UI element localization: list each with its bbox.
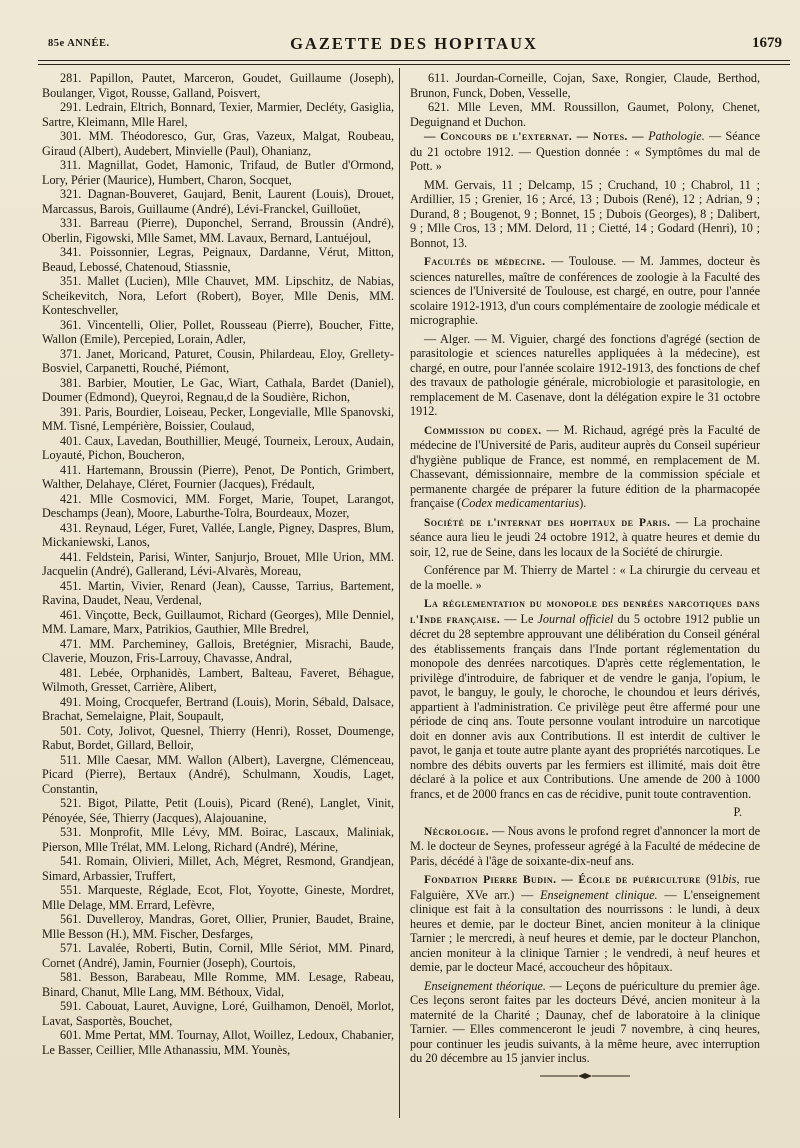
decorative-rule [410, 1070, 760, 1085]
list-entry: 431. Reynaud, Léger, Furet, Vallée, Langle, Pigney, Daspres, Blum, Mickaniewski, Lanos, [42, 520, 394, 549]
codex-end: ). [579, 496, 587, 510]
ornament-divider-icon [540, 1072, 630, 1080]
page-header [38, 34, 790, 56]
fondation-address-bis: bis [722, 872, 737, 886]
necrologie-heading: Nécrologie. [424, 825, 489, 838]
fondation-address-post: , rue Falguière, XVe arr.) — [410, 872, 760, 902]
theorique-label: Enseignement théorique. [424, 978, 546, 993]
list-entry: 541. Romain, Olivieri, Millet, Ach, Mégret, Resmond, Grandjean, Simard, Arbassier, Truffert, [42, 854, 394, 883]
necrologie-section [410, 824, 760, 869]
clinique-text: — L'enseignement clinique est fait à la consultation des nourrissons : le lundi, à deux heures et demie, par le docteur Binet, ancien moniteur à la clinique Tarnier ; le mercredi, à neuf heures et demie, par le docteur Planchon, ancien moniteur à la clinique Tarnier ; le vendredi, à neuf heures et demie, par le docteur Macé, accoucheur des hôpitaux. [410, 887, 760, 974]
list-entry: 611. Jourdan-Corneille, Cojan, Saxe, Rongier, Claude, Berthod, Brunon, Funck, Doben, Vesselle, [410, 71, 760, 100]
codex-heading: Commission du codex. [424, 424, 542, 437]
internat-text: — La prochaine séance aura lieu le jeudi 24 octobre 1912, à quatre heures et demie du soir, 12, rue de Seine, dans les locaux de la Société de chirurgie. [410, 514, 760, 559]
theorique-section [410, 979, 760, 1066]
list-entry: 331. Barreau (Pierre), Duponchel, Serrand, Broussin (André), Oberlin, Figowski, Mlle Samet, MM. Lavaux, Bernard, Lantuéjoul, [42, 216, 394, 245]
list-entry: 391. Paris, Bourdier, Loiseau, Pecker, Longevialle, Mlle Spanovski, MM. Tisné, Lempérière, Boissier, Coulaud, [42, 404, 394, 433]
list-entry: 581. Besson, Barabeau, Mlle Romme, MM. Lesage, Rabeau, Binard, Chanut, Mlle Lang, MM. Béthoux, Vidal, [42, 970, 394, 999]
list-entry: 401. Caux, Lavedan, Bouthillier, Meugé, Tourneix, Leroux, Audain, Loyauté, Pichon, Boucheron, [42, 433, 394, 462]
codex-section [410, 423, 760, 511]
clinique-label: Enseignement clinique. [540, 887, 658, 902]
list-entry: 451. Martin, Vivier, Renard (Jean), Causse, Tarrius, Bartement, Ravina, Daudet, Neau, Verdenal, [42, 578, 394, 607]
right-column [410, 71, 760, 1121]
left-column [42, 71, 394, 1121]
header-rule-thin [38, 64, 790, 65]
list-entry: 421. Mlle Cosmovici, MM. Forget, Marie, Toupet, Larangot, Deschamps (Jean), Moore, Laburthe-Tolra, Bourdeaux, Mozer, [42, 491, 394, 520]
column-divider [399, 68, 400, 1118]
facultes-heading: Facultés de médecine. [424, 256, 546, 268]
list-entry: 601. Mme Pertat, MM. Tournay, Allot, Woillez, Ledoux, Chabanier, Le Basser, Ceillier, Mlle Athanassiu, MM. Younès, [42, 1028, 394, 1057]
monopole-pre: — Le [504, 611, 534, 626]
list-entry: 501. Coty, Jolivot, Quesnel, Thierry (Henri), Rosset, Doumenge, Rabut, Bordet, Gillard, Belloir, [42, 723, 394, 752]
externat-heading: — Concours de l'externat. — Notes. — [424, 131, 644, 143]
monopole-signature: P. [733, 805, 742, 819]
list-entry: 351. Mallet (Lucien), Mlle Chauvet, MM. Lipschitz, de Nabias, Scheikevitch, Nora, Lefort (Robert), Boyer, Mlle Denis, MM. Konteschveller, [42, 274, 394, 317]
fondation-school: — École de puériculture [561, 874, 701, 886]
year-label: 85e ANNÉE. [48, 38, 110, 49]
list-entry: 291. Ledrain, Eltrich, Bonnard, Texier, Marmier, Decléty, Gasiglia, Sartre, Kleimann, Mlle Harel, [42, 100, 394, 129]
codex-text: — M. Richaud, agrégé près la Faculté de médecine de l'Université de Paris, auditeur auprès du Conseil supérieur d'hygiène publique de France, est nommé, en remplacement de M. Chassevant, démissionnaire, membre de la commission spéciale et permanente chargée de préparer la future édition de la pharmacopée française ( [410, 422, 760, 510]
externat-notes: MM. Gervais, 11 ; Delcamp, 15 ; Cruchand, 10 ; Chabrol, 11 ; Ardillier, 15 ; Grenier, 16 ; Arcé, 13 ; Dubois (René), 12 ; Adrian, 9 ; Durand, 8 ; Bougenot, 9 ; Bonnet, 15 ; Dubois (Georges), 8 ; Dalibert, 9 ; Mlle Cros, 13 ; MM. Delord, 11 ; Cietté, 14 ; Godard (Henri), 10 ; Bonnot, 13. [410, 177, 760, 250]
theorique-text: — Leçons de puériculture du premier âge. Ces leçons seront faites par les docteurs Dévé, ancien moniteur à la maternité de la Charité ; Daunay, chef de laboratoire à la clinique Tarnier. — Elles commenceront le jeudi 7 novembre, à cinq heures, pour continuer les jeudis suivants, à la même heure, avec interruption du 20 décembre au 15 janvier inclus. [410, 978, 760, 1065]
internat-heading: Société de l'internat des hopitaux de Paris. [424, 516, 671, 529]
fondation-section [410, 872, 760, 975]
toulouse-text: — Toulouse. — M. Jammes, docteur ès sciences naturelles, maître de conférences de zoologie à la Faculté des sciences de l'Université de Toulouse, est chargé, en outre, pour l'année scolaire 1912-1913, d'un cours complémentaire de zoologie médicale et micrographie. [410, 254, 760, 327]
list-entry: 571. Lavalée, Roberti, Butin, Cornil, Mlle Sériot, MM. Pinard, Cornet (André), Jamin, Fournier (Joseph), Courtois, [42, 941, 394, 970]
list-entry: 411. Hartemann, Broussin (Pierre), Penot, De Pontich, Grimbert, Walther, Delahaye, Cléret, Fournier (Jacques), Frédault, [42, 462, 394, 491]
list-entry: 591. Cabouat, Lauret, Auvigne, Loré, Guilhamon, Denoël, Morlot, Lavat, Sasportès, Bouchet, [42, 999, 394, 1028]
list-entry: 511. Mlle Caesar, MM. Wallon (Albert), Lavergne, Clémenceau, Picard (Pierre), Bertaux (André), Schulmann, Xoudis, Laget, Constantin, [42, 752, 394, 796]
header-rule-thick [38, 60, 790, 61]
list-entry: 361. Vincentelli, Olier, Pollet, Rousseau (Pierre), Boucher, Fitte, Wallon (Emile), Percepied, Lorain, Adler, [42, 317, 394, 346]
internat-conference: Conférence par M. Thierry de Martel : « La chirurgie du cerveau et de la moelle. » [410, 563, 760, 592]
fondation-heading: Fondation Pierre Budin. [424, 874, 557, 886]
list-entry: 381. Barbier, Moutier, Le Gac, Wiart, Cathala, Bardet (Daniel), Doumer (Edmond), Queyroi, Regnau,d de la Soudière, Richon, [42, 375, 394, 404]
internat-section [410, 515, 760, 560]
list-entry: 521. Bigot, Pilatte, Petit (Louis), Picard (René), Langlet, Vinit, Pénoyée, Sée, Thierry (Jacques), Alajouanine, [42, 796, 394, 825]
journal-title: Journal officiel [537, 611, 614, 626]
list-entry: 461. Vinçotte, Beck, Guillaumot, Richard (Georges), Mlle Denniel, MM. Lamare, Marx, Patrikios, Gauthier, Mlle Bredrel, [42, 607, 394, 636]
monopole-heading: La réglementation du monopole des denrées narcotiques dans l'Inde française. [410, 598, 760, 626]
list-entry: 441. Feldstein, Parisi, Winter, Sanjurjo, Brouet, Mlle Urion, MM. Jacquelin (André), Gallerand, Lévi-Alvarès, Moreau, [42, 549, 394, 578]
list-entry: 551. Marqueste, Réglade, Ecot, Flot, Yoyotte, Gineste, Mordret, Mlle Delage, MM. Errard, Lefèvre, [42, 883, 394, 912]
page-number: 1679 [752, 35, 782, 51]
list-entry: 621. Mlle Leven, MM. Roussillon, Gaumet, Polony, Chenet, Deguignand et Duchon. [410, 100, 760, 129]
list-entry: 321. Dagnan-Bouveret, Gaujard, Benit, Laurent (Louis), Drouet, Marcassus, Barois, Guillaume (André), Lévi-Franckel, Guilloüet, [42, 187, 394, 216]
list-entry: 471. MM. Parcheminey, Gallois, Bretégnier, Misrachi, Baude, Claverie, Mouzon, Fris-Larrouy, Chavasse, Andral, [42, 636, 394, 665]
externat-section [410, 129, 760, 174]
monopole-text: du 5 octobre 1912 publie un décret du 28 septembre approuvant une délibération du Conseil général des établissements français dans l'Inde portant réglementation du monopole des denrées narcotiques. D'après cette réglementation, le privilège d'introduire, de fabriquer et de vendre le ganja, l'opium, le pavot, le banguy, le gouly, le choroche, le choundou et leurs dérivés, appartient à l'administration. Ce privilège peut être affermé pour une période de cinq ans. Toute personne voulant introduire un narcotique doit en donner avis aux Contributions. Il est interdit de cultiver le pavot, le ganja et toute autre plante ayant des propriétés narcotiques. Le nombre des débits ouverts par les fermiers est illimité, mais doit être déclaré à la police et aux Contributions. Une amende de 200 à 1000 francs, et de 2000 francs en cas de récidive, punit toute contravention. [410, 611, 760, 801]
list-entry: 481. Lebée, Orphanidès, Lambert, Balteau, Faveret, Béhague, Wilmoth, Gresset, Carrière, Alibert, [42, 665, 394, 694]
monopole-section [410, 596, 760, 801]
list-entry: 311. Magnillat, Godet, Hamonic, Trifaud, de Butler d'Ormond, Lory, Périer (Maurice), Humbert, Charon, Socquet, [42, 158, 394, 187]
facultes-section [410, 254, 760, 328]
codex-title: Codex medicamentarius [461, 496, 580, 510]
fondation-address-pre: (91 [705, 872, 723, 886]
list-entry: 491. Moing, Crocquefer, Bertrand (Louis), Morin, Sébald, Dalsace, Brachat, Semelaigne, Plait, Soupault, [42, 694, 394, 723]
newspaper-title: GAZETTE DES HOPITAUX [290, 34, 538, 53]
necrologie-text: — Nous avons le profond regret d'annoncer la mort de M. le docteur de Seynes, professeur agrégé à la Faculté de médecine de Paris, décédé à l'âge de soixante-dix-neuf ans. [410, 823, 760, 868]
externat-subject: Pathologie. [648, 129, 705, 143]
list-entry: 341. Poissonnier, Legras, Peignaux, Dardanne, Vérut, Mitton, Beaud, Lebossé, Chatenoud, Stiassnie, [42, 245, 394, 274]
list-entry: 371. Janet, Moricand, Paturet, Cousin, Philardeau, Eloy, Grellety-Bosviel, Carpanetti, Rouché, Piémont, [42, 346, 394, 375]
list-entry: 531. Monprofit, Mlle Lévy, MM. Boirac, Lascaux, Maliniak, Pierson, Mlle Trélat, MM. Lelong, Richard (André), Mérine, [42, 825, 394, 854]
list-entry: 301. MM. Théodoresco, Gur, Gras, Vazeux, Malgat, Roubeau, Giraud (Albert), Audebert, Minvielle (Paul), Ohanianz, [42, 129, 394, 158]
list-entry: 281. Papillon, Pautet, Marceron, Goudet, Guillaume (Joseph), Boulanger, Vigot, Rousse, Galland, Poisvert, [42, 71, 394, 100]
alger-text: — Alger. — M. Viguier, chargé des fonctions d'agrégé (section de parasitologie et sciences naturelles appliquées à la médecine), est chargé, en outre, pour l'année scolaire 1912-1913, des fonctions de chef des travaux de pathologie générale, microbiologie et parasitologie, en remplacement de M. Casenave, dont la délégation expire le 31 octobre 1912. [410, 331, 760, 418]
externat-text: — Séance du 21 octobre 1912. — Question donnée : « Symptômes du mal de Pott. » [410, 129, 760, 173]
list-entry: 561. Duvelleroy, Mandras, Goret, Ollier, Prunier, Baudet, Braine, Mlle Besson (H.), MM. Fischer, Desfarges, [42, 912, 394, 941]
